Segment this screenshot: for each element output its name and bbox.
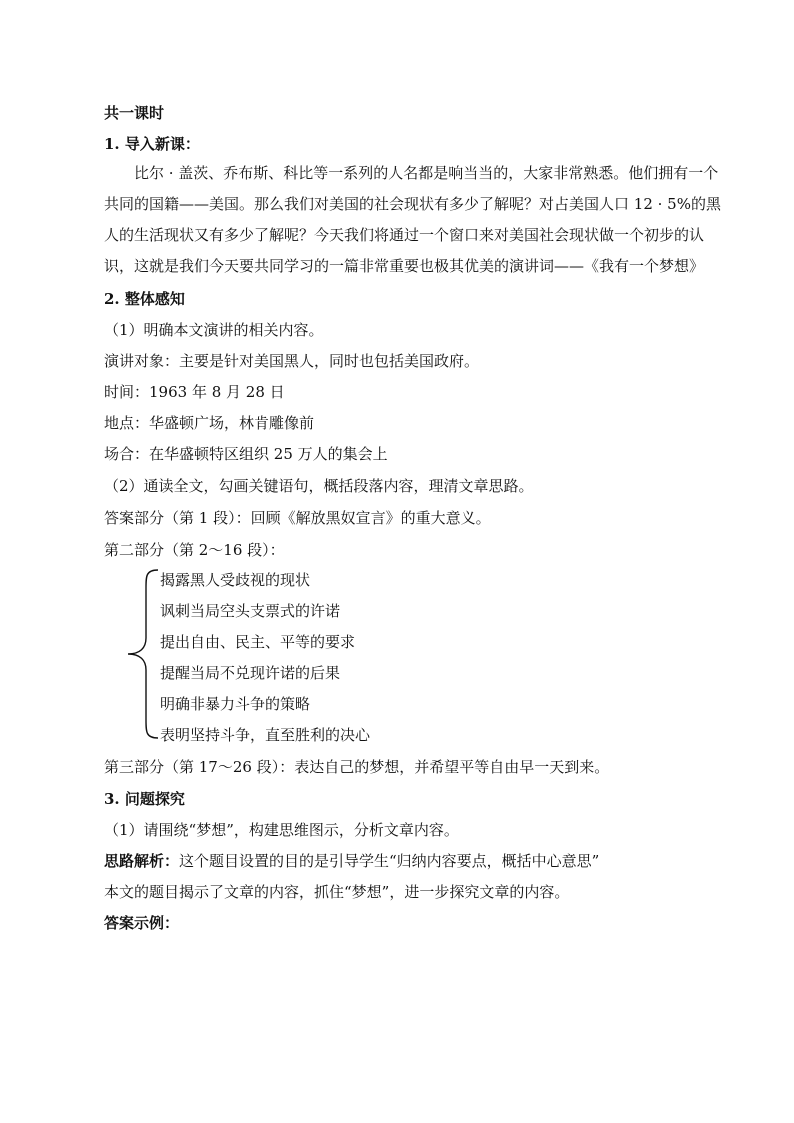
section2-item2: （2）通读全文，勾画关键语句，概括段落内容，理清文章思路。	[104, 477, 534, 495]
paragraph-line: 人的生活现状又有多少了解呢？今天我们将通过一个窗口来对美国社会现状做一个初步的认	[104, 226, 705, 244]
part2-branch: 明确非暴力斗争的策略	[160, 695, 311, 713]
answer-example-label: 答案示例：	[104, 914, 180, 932]
part1-summary: 答案部分（第 1 段）：回顾《解放黑奴宣言》的重大意义。	[104, 509, 491, 527]
curly-brace-icon	[124, 568, 160, 740]
analysis-line	[104, 851, 599, 871]
part3-summary: 第三部分（第 17～26 段）：表达自己的梦想，并希望平等自由早一天到来。	[104, 758, 610, 776]
analysis-followup: 本文的题目揭示了文章的内容，抓住“梦想”，进一步探究文章的内容。	[104, 883, 570, 901]
section1-heading: 1. 导入新课：	[104, 135, 200, 153]
part2-label: 第二部分（第 2～16 段）：	[104, 541, 285, 559]
speech-place: 地点：华盛顿广场，林肯雕像前	[104, 414, 315, 432]
paragraph-line: 共同的国籍——美国。那么我们对美国的社会现状有多少了解呢？对占美国人口 12 · 5%的黑	[104, 195, 721, 213]
lesson-title: 共一课时	[104, 104, 165, 122]
section2-heading: 2. 整体感知	[104, 290, 185, 308]
part2-branch: 提醒当局不兑现许诺的后果	[160, 664, 341, 682]
part2-branch: 提出自由、民主、平等的要求	[160, 633, 356, 651]
section3-heading: 3. 问题探究	[104, 790, 185, 808]
part2-branch: 讽刺当局空头支票式的许诺	[160, 602, 341, 620]
speech-audience: 演讲对象：主要是针对美国黑人，同时也包括美国政府。	[104, 352, 480, 370]
part2-branch: 揭露黑人受歧视的现状	[160, 571, 311, 589]
analysis-text: 这个题目设置的目的是引导学生“归纳内容要点，概括中心意思”	[179, 852, 600, 870]
speech-time: 时间：1963 年 8 月 28 日	[104, 383, 285, 401]
part2-branch: 表明坚持斗争，直至胜利的决心	[160, 726, 371, 744]
speech-occasion: 场合：在华盛顿特区组织 25 万人的集会上	[104, 445, 388, 463]
section1-paragraph	[104, 158, 721, 282]
analysis-label: 思路解析：	[104, 852, 180, 870]
paragraph-line: 比尔 · 盖茨、乔布斯、科比等一系列的人名都是响当当的，大家非常熟悉。他们拥有一个	[134, 164, 719, 182]
section2-item1: （1）明确本文演讲的相关内容。	[104, 321, 324, 339]
paragraph-line: 识，这就是我们今天要共同学习的一篇非常重要也极其优美的演讲词——《我有一个梦想》	[104, 257, 705, 275]
section3-item1: （1）请围绕“梦想”，构建思维图示，分析文章内容。	[104, 821, 459, 839]
